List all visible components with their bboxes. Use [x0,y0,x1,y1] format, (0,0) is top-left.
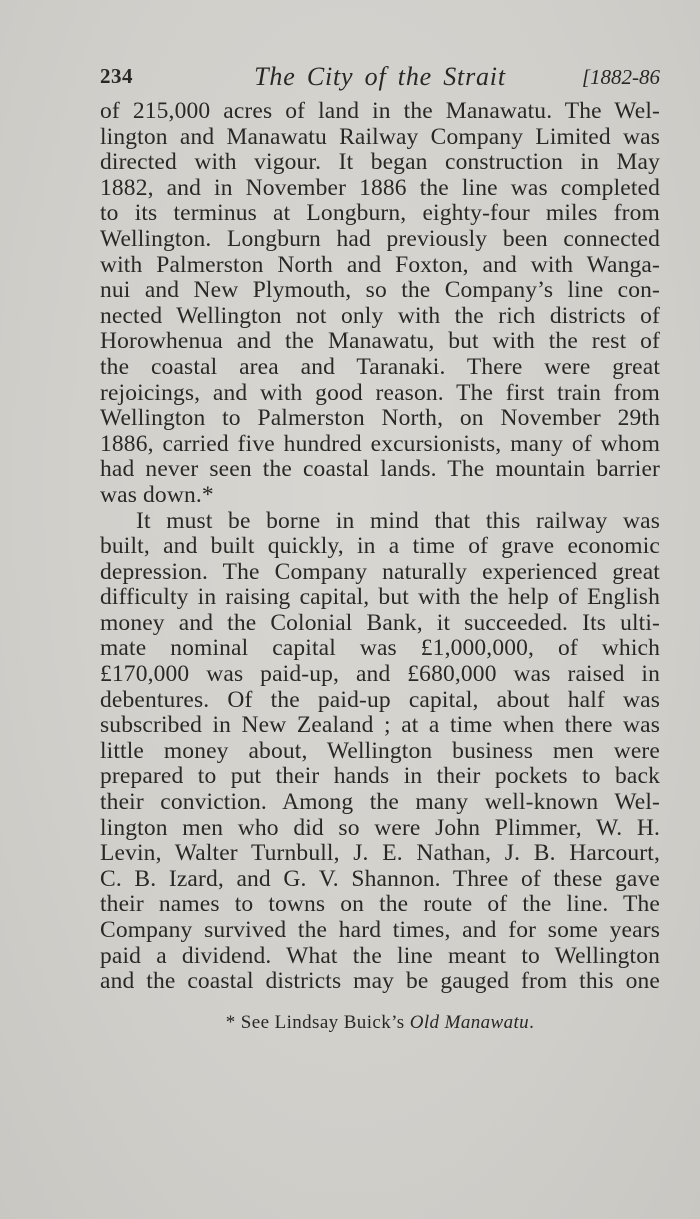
text-line: £170,000 was paid-up, and £680,000 was raised in [100,662,660,688]
text-line: their conviction. Among the many well-known Wel- [100,790,660,816]
running-date-range: [1882-86 [581,65,660,89]
text-line: had never seen the coastal lands. The mountain barrier [100,457,660,483]
text-line: rejoicings, and with good reason. The first train from [100,380,660,406]
text-line: lington men who did so were John Plimmer, W. H. [100,815,660,841]
text-line: It must be borne in mind that this railway was [136,508,660,534]
text-line: 1886, carried five hundred excursionists, many of whom [100,431,660,457]
running-title: The City of the Strait [254,62,506,91]
footnote-suffix: . [529,1012,535,1033]
text-line: nected Wellington not only with the rich districts of [100,303,660,329]
text-line: difficulty in raising capital, but with the help of English [100,585,660,611]
body-text [100,99,660,995]
footnote-book-title: Old Manawatu [409,1012,530,1033]
text-line: C. B. Izard, and G. V. Shannon. Three of these gave [100,866,660,892]
paragraph-1 [100,99,660,509]
text-line: and the coastal districts may be gauged from this one [100,969,660,995]
text-line: debentures. Of the paid-up capital, about half was [100,687,660,713]
text-line: their names to towns on the route of the line. The [100,892,660,918]
footnote [100,1012,660,1034]
text-line: to its terminus at Longburn, eighty-four miles from [100,201,660,227]
text-line: mate nominal capital was £1,000,000, of which [100,636,660,662]
text-line: was down.* [100,482,214,508]
footnote-prefix: * See Lindsay Buick’s [225,1012,410,1033]
text-line: Levin, Walter Turnbull, J. E. Nathan, J. B. Harcourt, [100,841,660,867]
running-head [100,62,660,96]
text-line: with Palmerston North and Foxton, and with Wanga- [100,252,660,278]
paragraph-2 [100,509,660,995]
page-number: 234 [100,64,133,88]
text-line: Wellington to Palmerston North, on November 29th [100,406,660,432]
text-line: the coastal area and Taranaki. There were great [100,354,660,380]
text-line: little money about, Wellington business men were [100,738,660,764]
text-line: prepared to put their hands in their pockets to back [100,764,660,790]
text-line: money and the Colonial Bank, it succeeded. Its ulti- [100,610,660,636]
text-line: Horowhenua and the Manawatu, but with the rest of [100,329,660,355]
text-line: lington and Manawatu Railway Company Limited was [100,124,660,150]
text-line: 1882, and in November 1886 the line was completed [100,175,660,201]
text-line: subscribed in New Zealand ; at a time when there was [100,713,660,739]
text-line: depression. The Company naturally experienced great [100,559,660,585]
text-line: directed with vigour. It began construction in May [100,150,660,176]
text-line: built, and built quickly, in a time of grave economic [100,534,660,560]
text-line: of 215,000 acres of land in the Manawatu. The Wel- [100,99,660,124]
text-line: nui and New Plymouth, so the Company’s line con- [100,278,660,304]
text-line: Company survived the hard times, and for some years [100,918,660,943]
text-line: Wellington. Longburn had previously been connected [100,226,660,252]
text-line: paid a dividend. What the line meant to Wellington [100,943,660,969]
